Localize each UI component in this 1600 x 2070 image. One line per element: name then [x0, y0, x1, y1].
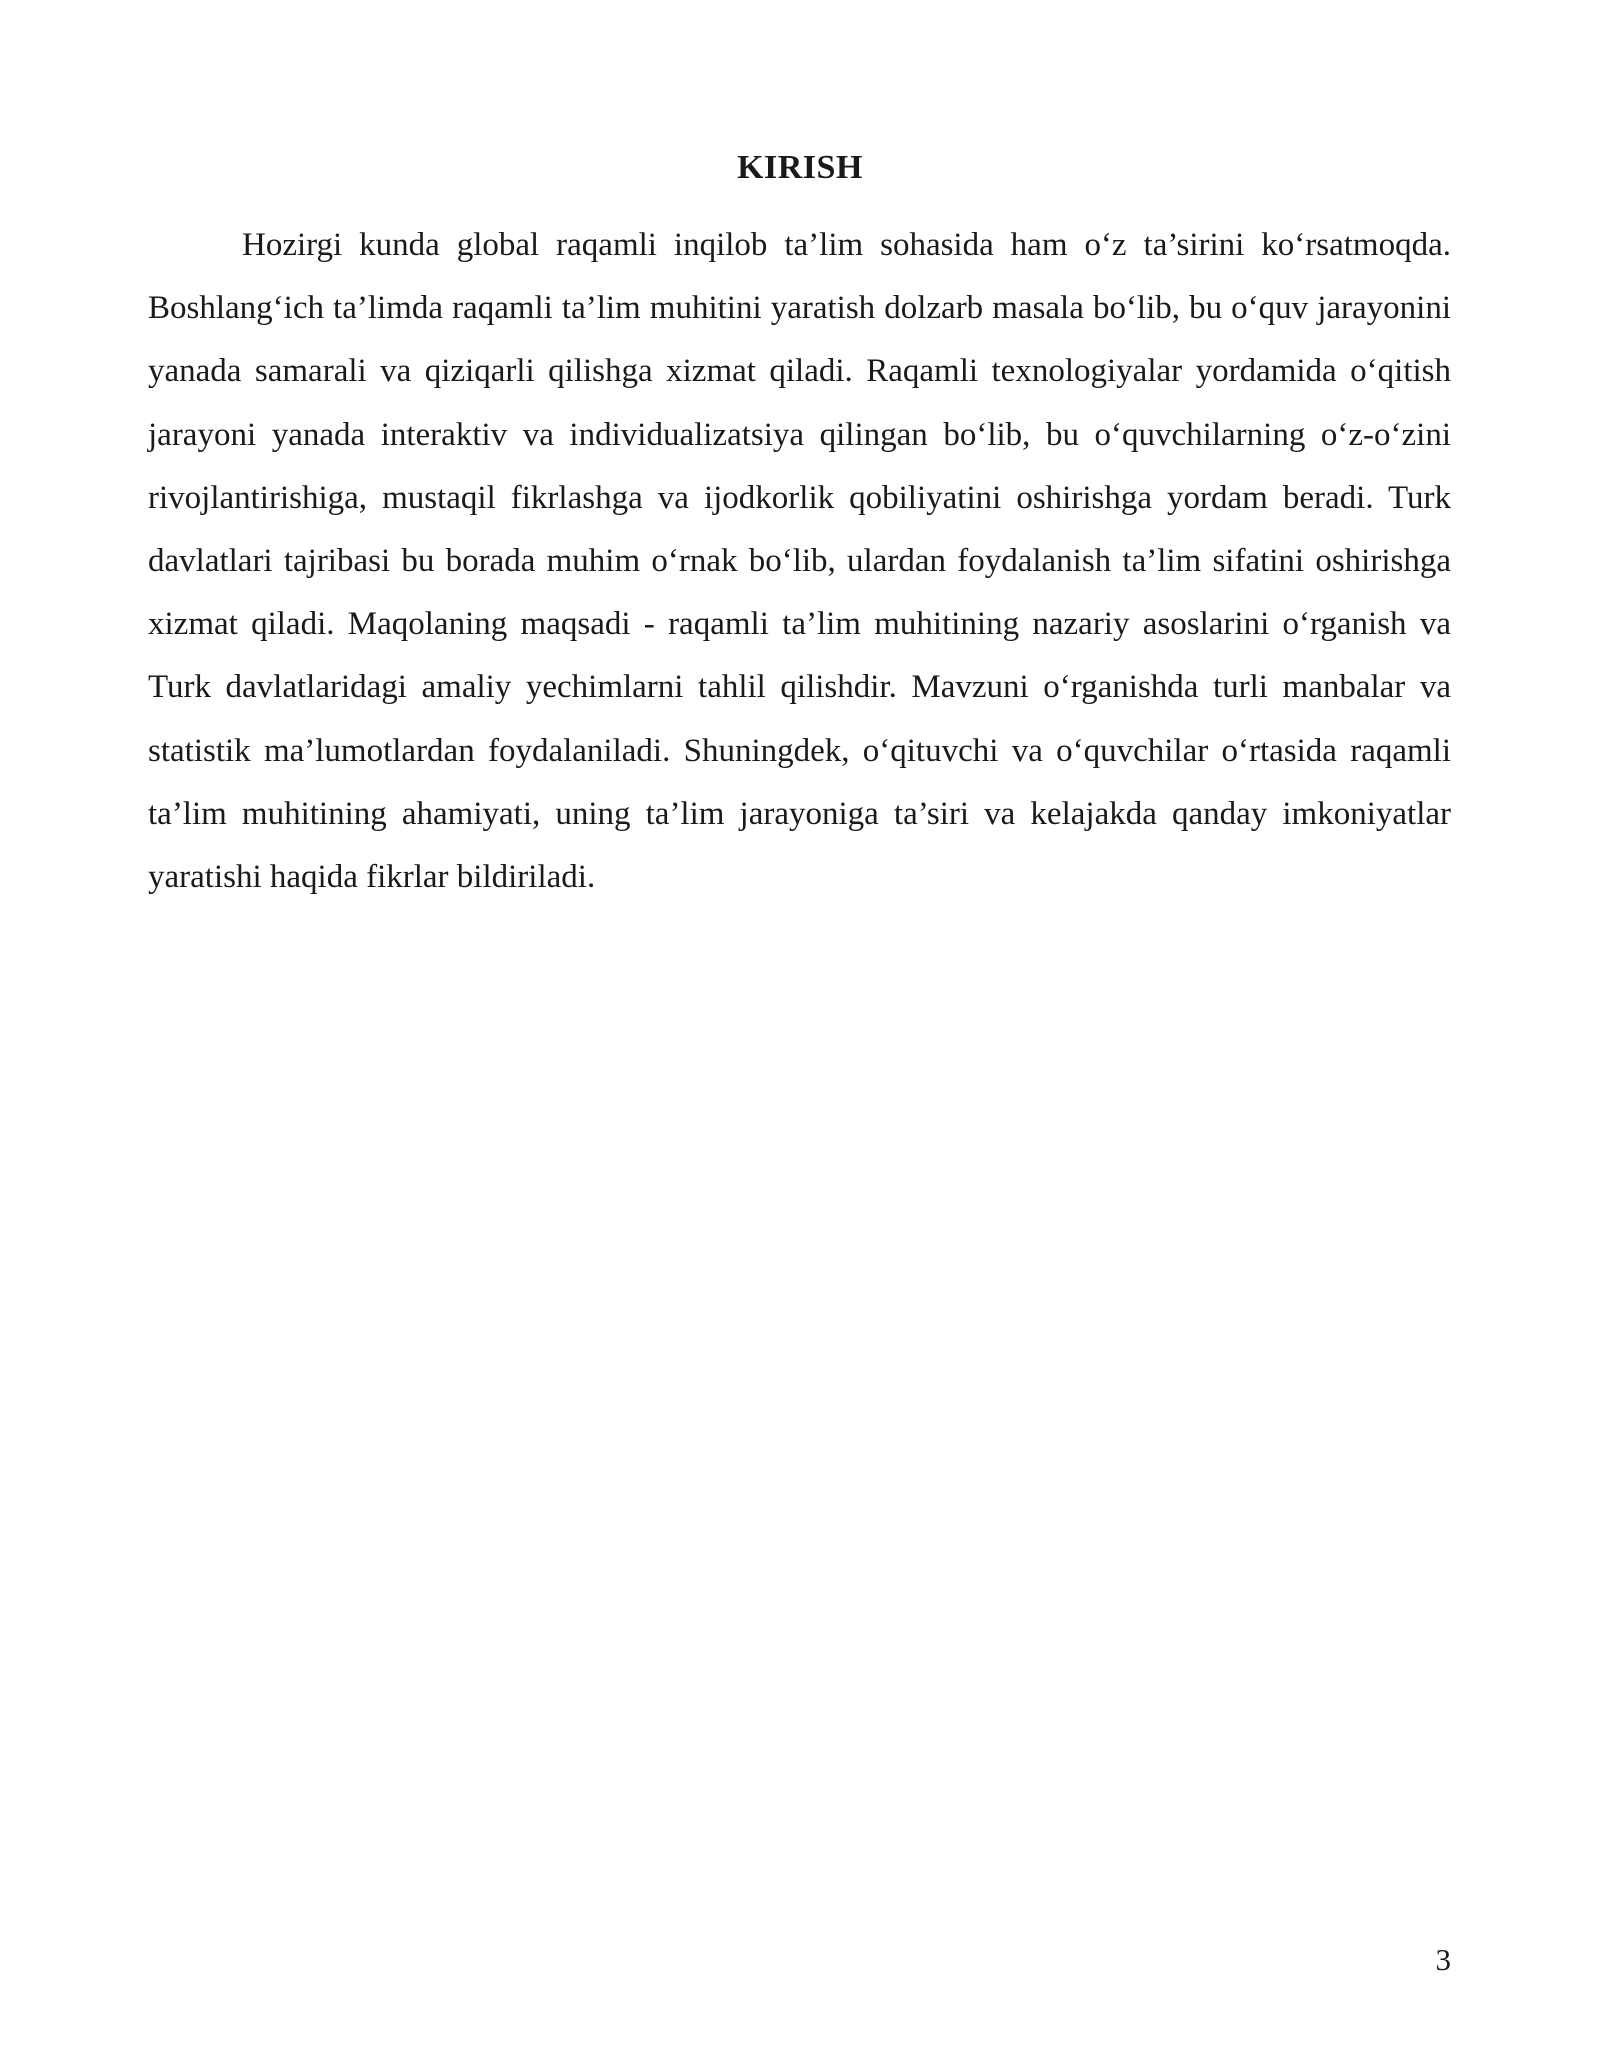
section-heading: KIRISH: [737, 149, 863, 186]
page-number: 3: [1435, 1942, 1451, 1977]
body-paragraph: Hozirgi kunda global raqamli inqilob ta’lim sohasida ham o‘z ta’sirini ko‘rsatmoqda. Boshlang‘ich ta’limda raqamli ta’lim muhitini yaratish dolzarb masala bo‘lib, bu o‘quv jarayonini yanada samarali va qiziqarli qilishga xizmat qiladi. Raqamli texnologiyalar yordamida o‘qitish jarayoni yanada interaktiv va individualizatsiya qilingan bo‘lib, bu o‘quvchilarning o‘z-o‘zini rivojlantirishiga, mustaqil fikrlashga va ijodkorlik qobiliyatini oshirishga yordam beradi. Turk davlatlari tajribasi bu borada muhim o‘rnak bo‘lib, ulardan foydalanish ta’lim sifatini oshirishga xizmat qiladi. Maqolaning maqsadi - raqamli ta’lim muhitining nazariy asoslarini o‘rganish va Turk davlatlaridagi amaliy yechimlarni tahlil qilishdir. Mavzuni o‘rganishda turli manbalar va statistik ma’lumotlardan foydalaniladi. Shuningdek, o‘qituvchi va o‘quvchilar o‘rtasida raqamli ta’lim muhitining ahamiyati, uning ta’lim jarayoniga ta’siri va kelajakda qanday imkoniyatlar yaratishi haqida fikrlar bildiriladi.: [148, 227, 1451, 896]
